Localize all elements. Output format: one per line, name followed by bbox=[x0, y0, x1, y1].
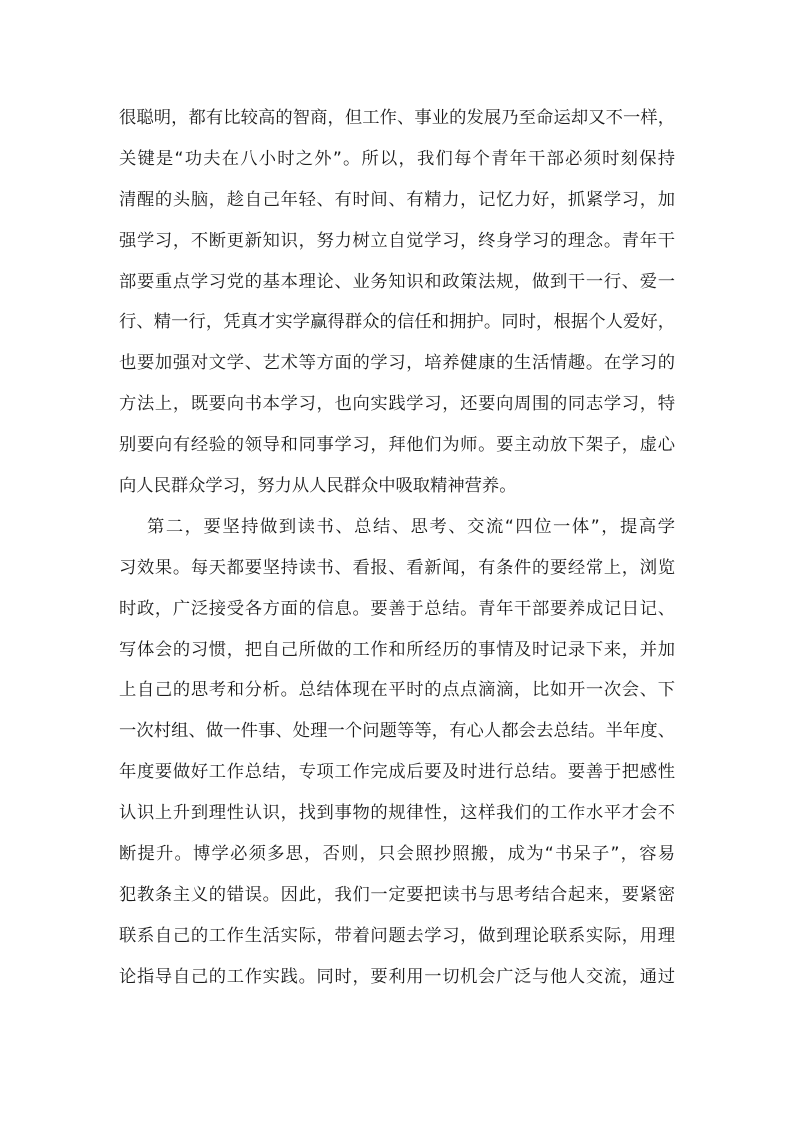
paragraph-line: 联系自己的工作生活实际，带着问题去学习，做到理论联系实际，用理 bbox=[119, 925, 675, 946]
paragraph-line: 关键是“功夫在八小时之外”。所以，我们每个青年干部必须时刻保持 bbox=[119, 148, 675, 169]
paragraph-line: 年度要做好工作总结，专项工作完成后要及时进行总结。要善于把感性 bbox=[119, 762, 675, 783]
paragraph-line: 断提升。博学必须多思，否则，只会照抄照搬，成为“书呆子”，容易 bbox=[119, 844, 675, 865]
paragraph-line: 强学习，不断更新知识，努力树立自觉学习，终身学习的理念。青年干 bbox=[119, 230, 675, 251]
paragraph-line: 一次村组、做一件事、处理一个问题等等，有心人都会去总结。半年度、 bbox=[119, 721, 675, 742]
paragraph-line: 行、精一行，凭真才实学赢得群众的信任和拥护。同时，根据个人爱好， bbox=[119, 312, 675, 333]
paragraph-line: 也要加强对文学、艺术等方面的学习，培养健康的生活情趣。在学习的 bbox=[119, 353, 675, 374]
paragraph-line: 论指导自己的工作实践。同时，要利用一切机会广泛与他人交流，通过 bbox=[119, 966, 675, 987]
paragraph-line: 时政，广泛接受各方面的信息。要善于总结。青年干部要养成记日记、 bbox=[119, 598, 675, 619]
paragraph-line: 方法上，既要向书本学习，也向实践学习，还要向周围的同志学习，特 bbox=[119, 394, 675, 415]
paragraph-line: 向人民群众学习，努力从人民群众中吸取精神营养。 bbox=[119, 476, 517, 497]
body-text bbox=[119, 98, 675, 998]
paragraph-line: 犯教条主义的错误。因此，我们一定要把读书与思考结合起来，要紧密 bbox=[119, 884, 675, 905]
paragraph-line: 第二，要坚持做到读书、总结、思考、交流“四位一体”，提高学 bbox=[147, 516, 675, 537]
paragraph-line: 习效果。每天都要坚持读书、看报、看新闻，有条件的要经常上，浏览 bbox=[119, 557, 675, 578]
paragraph-line: 部要重点学习党的基本理论、业务知识和政策法规，做到干一行、爱一 bbox=[119, 271, 675, 292]
paragraph-line: 别要向有经验的领导和同事学习，拜他们为师。要主动放下架子，虚心 bbox=[119, 435, 675, 456]
paragraph-line: 上自己的思考和分析。总结体现在平时的点点滴滴，比如开一次会、下 bbox=[119, 680, 675, 701]
paragraph-line: 认识上升到理性认识，找到事物的规律性，这样我们的工作水平才会不 bbox=[119, 803, 675, 824]
paragraph-line: 写体会的习惯，把自己所做的工作和所经历的事情及时记录下来，并加 bbox=[119, 639, 675, 660]
paragraph-line: 清醒的头脑，趁自己年轻、有时间、有精力，记忆力好，抓紧学习，加 bbox=[119, 189, 675, 210]
paragraph-line: 很聪明，都有比较高的智商，但工作、事业的发展乃至命运却又不一样， bbox=[119, 108, 675, 128]
